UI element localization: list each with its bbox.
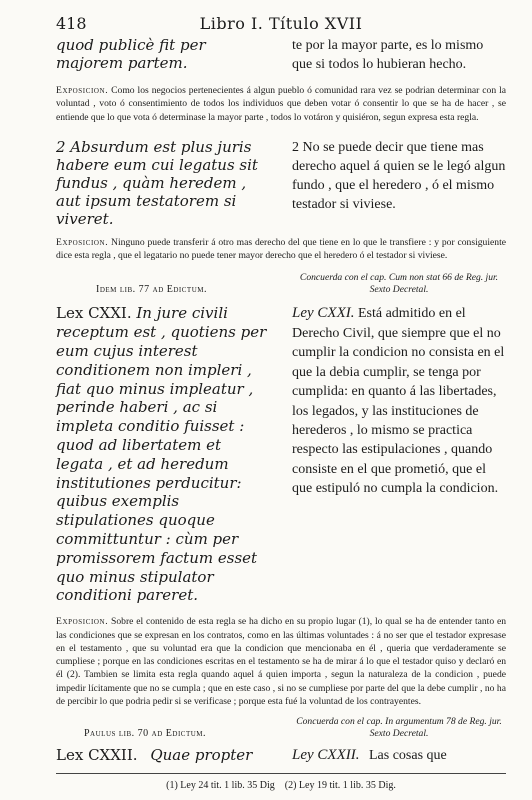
spanish-law-text: Está admitido en el Derecho Civil, que siempre que el no cumplir la condicion no consista en el que la debia cumplir, se tenga por cumplida: en quanto á las libertades, los legados, y las instituciones de herederos , lo mismo se practica respecto las estipulaciones , quando consiste en el que prometió, que el que estipuló no cumpla la condicion.: [292, 306, 505, 497]
exposicion-text: Sobre el contenido de esta regla se ha dicho en su propio lugar (1), lo qual se ha de entender tanto en las condiciones que se expresan en los contratos, como en las últimas voluntades : á no ser que el testador expresase en el testamento , que su voluntad era que la condicion que mencionaba en él , queria que verdaderamente se cumpliese ; porque en las condiciones escritas en el testamento se ha de mirar á lo que el testador quiso y declaró en él (2). Tambien se limita esta regla quando aquel á quien importa , segun la naturaleza de la condicion , puede impedir lícitamente que no se cumpla ; que en este caso , si no se cumpliese por parte del que la debe cumplir , no ha de percibir lo que podria pedir si se verificase ; porque esta fué la voluntad de los contrayentes.: [56, 616, 506, 708]
latin-law: [56, 304, 270, 605]
exposicion-1: [56, 84, 506, 124]
law-121-sources: [56, 272, 506, 296]
latin-text: 2 Absurdum est plus juris habere eum cui legatus sit fundus , quàm heredem , aut ipsum testatorem si viveret.: [56, 137, 258, 228]
rule-2: [56, 138, 506, 228]
latin-law-heading: Lex CXXI.: [56, 304, 132, 323]
exposicion-text: Como los negocios pertenecientes á algun pueblo ó comunidad rara vez se podrian determinar con la voluntad , voto ó consentimiento de todos los individuos que deben votar ó consentir lo que se ha de hacer , se entiende que lo que vota ó determinase la mayor parte , todos lo votáron y quisiéron, segun expresa esta regla.: [56, 85, 506, 123]
spanish-law: [292, 304, 506, 605]
source-right: Concuerda con el cap. In argumentum 78 de Reg. jur. Sexto Decretal.: [296, 716, 502, 740]
book-title: Libro I. Título XVII: [199, 14, 363, 33]
law-122-sources: [56, 716, 506, 740]
running-header: [56, 10, 506, 36]
spanish-law-heading: Ley CXXII.: [292, 747, 360, 764]
page-number: 418: [56, 14, 87, 33]
law-122: [56, 746, 506, 765]
source-left: Idem lib. 77 ad Edictum.: [96, 284, 207, 296]
footnote-1: (1) Ley 24 tit. 1 lib. 35 Dig: [166, 780, 275, 792]
latin-law-text: Quae propter: [150, 746, 253, 765]
footnotes: [56, 773, 506, 791]
latin-law: [56, 746, 270, 765]
paragraph-1: [56, 36, 506, 74]
latin-law-heading: Lex CXXII.: [56, 746, 138, 765]
source-right: Concuerda con el cap. Cum non stat 66 de Reg. jur. Sexto Decretal.: [299, 272, 499, 296]
spanish-text: te por la mayor parte, es lo mismo que si todos lo hubieran hecho.: [292, 38, 484, 72]
page: [56, 10, 506, 791]
exposicion-label: Exposicion.: [56, 236, 109, 248]
exposicion-label: Exposicion.: [56, 85, 109, 96]
spanish-text: 2 No se puede decir que tiene mas derecho aquel á quien se le legó algun fundo , que el heredero , ó el mismo testador si viviese.: [292, 139, 506, 212]
spanish-law-heading: Ley CXXI.: [292, 305, 355, 322]
source-left: Paulus lib. 70 ad Edictum.: [84, 728, 207, 740]
footnote-2: (2) Ley 19 tit. 1 lib. 35 Dig.: [284, 780, 396, 792]
spanish-law: [292, 746, 506, 765]
exposicion-3: [56, 615, 506, 708]
latin-text: quod publicè fit per majorem partem.: [56, 36, 206, 72]
law-121: [56, 304, 506, 605]
exposicion-text: Ninguno puede transferir á otro mas derecho del que tiene en lo que le transfiere : y por consiguiente dice esta regla , que el legatario no puede tener mayor derecho que el heredero ó el testador si viviese.: [56, 236, 506, 262]
exposicion-2: [56, 236, 506, 263]
exposicion-label: Exposicion.: [56, 616, 109, 628]
latin-law-text: In jure civili receptum est , quotiens per eum cujus interest conditionem non impleri , fiat quo minus impleatur , perinde haberi , ac si impleta conditio fuisset : quod ad libertatem et legata , et ad heredum institutiones perducitur: quibus exemplis stipulationes quoque committuntur : cùm per promissorem factum esset quo minus stipulator conditioni pareret.: [56, 304, 267, 605]
spanish-law-text: Las cosas que: [368, 748, 447, 764]
